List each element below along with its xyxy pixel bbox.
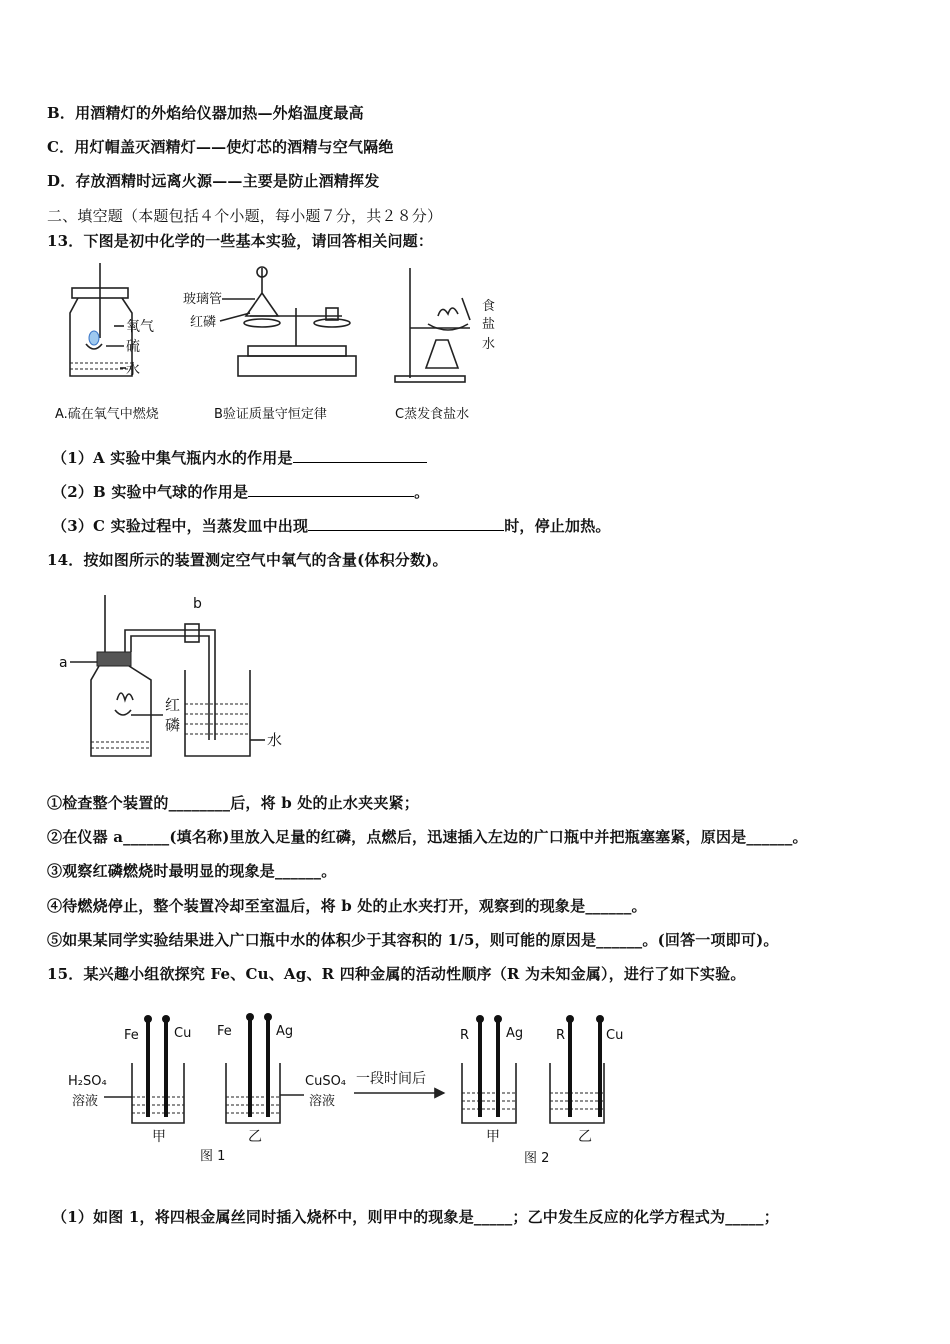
figure-b-caption: B验证质量守恒定律 xyxy=(214,407,327,422)
figure-a-gas-bottle xyxy=(55,263,159,422)
q14-figure xyxy=(55,590,315,765)
fig2-yi: 乙 xyxy=(578,1129,592,1145)
figure-c-label-2: 盐 xyxy=(482,317,496,332)
fig1-caption: 图 1 xyxy=(200,1149,226,1164)
figure-b-label-p: 红磷 xyxy=(190,315,217,330)
fig1-fe1: Fe xyxy=(124,1028,139,1043)
fig2-caption: 图 2 xyxy=(524,1151,550,1166)
q15-sub1: （1）如图 1，将四根金属丝同时插入烧杯中，则甲中的现象是_____；乙中发生反应的化学方程式为_____； xyxy=(52,1208,779,1226)
q13-sub2: （2）B 实验中气球的作用是 。 xyxy=(52,483,430,501)
q14-label-red2: 磷 xyxy=(165,716,181,734)
section-heading: 二、填空题（本题包括４个小题，每小题７分，共２８分） xyxy=(47,207,443,225)
q13-blank-2[interactable] xyxy=(248,482,414,497)
fig1-beaker-yi xyxy=(217,1013,293,1145)
figure-b-balance xyxy=(183,267,356,422)
figure-c-evaporation xyxy=(395,268,495,422)
label-h2so4: H₂SO₄ xyxy=(68,1074,107,1089)
figure-a-label-water: 水 xyxy=(126,362,140,378)
q14-label-a: a xyxy=(59,655,68,671)
q13-sub3: （3）C 实验过程中，当蒸发皿中出现 时，停止加热。 xyxy=(52,517,611,535)
q14-label-red1: 红 xyxy=(165,696,181,714)
q13-blank-3[interactable] xyxy=(308,516,504,531)
option-d: D．存放酒精时远离火源——主要是防止酒精挥发 xyxy=(47,172,380,190)
figure-a-caption: A.硫在氧气中燃烧 xyxy=(55,407,159,422)
fig2-ag3: Ag xyxy=(506,1026,524,1041)
q14-s3: ③观察红磷燃烧时最明显的现象是______。 xyxy=(47,862,337,880)
q14-s4: ④待燃烧停止，整个装置冷却至室温后，将 b 处的止水夹打开，观察到的现象是______。 xyxy=(47,897,647,915)
fig2-r4: R xyxy=(556,1028,566,1043)
option-c: C．用灯帽盖灭酒精灯——使灯芯的酒精与空气隔绝 xyxy=(47,138,394,156)
q15-stem: 15．某兴趣小组欲探究 Fe、Cu、Ag、R 四种金属的活动性顺序（R 为未知金属），进行了如下实验。 xyxy=(47,965,746,983)
fig1-jia: 甲 xyxy=(152,1129,166,1145)
label-rongye2: 溶液 xyxy=(309,1094,336,1109)
fig2-beaker-yi xyxy=(550,1015,623,1145)
figure-c-label-3: 水 xyxy=(482,337,496,352)
q14-label-water: 水 xyxy=(267,731,283,749)
q13-figure xyxy=(50,258,510,428)
q14-s2: ②在仪器 a______(填名称)里放入足量的红磷，点燃后，迅速插入左边的广口瓶中并把瓶塞塞紧，原因是______。 xyxy=(47,828,808,846)
figure-b-label-tube: 玻璃管 xyxy=(183,292,223,307)
q14-stem: 14．按如图所示的装置测定空气中氧气的含量(体积分数)。 xyxy=(47,551,448,569)
q13-sub1: （1）A 实验中集气瓶内水的作用是 xyxy=(52,447,427,468)
fig1-cu1: Cu xyxy=(174,1026,192,1041)
option-b: B．用酒精灯的外焰给仪器加热—外焰温度最高 xyxy=(47,104,364,122)
fig1-beaker-jia xyxy=(124,1015,191,1145)
q14-s5: ⑤如果某同学实验结果进入广口瓶中水的体积少于其容积的 1/5，则可能的原因是______。(回答一项即可)。 xyxy=(47,931,779,949)
q13-blank-1[interactable] xyxy=(293,448,427,463)
fig1-fe2: Fe xyxy=(217,1024,232,1039)
fig1-ag2: Ag xyxy=(276,1024,294,1039)
q14-label-b: b xyxy=(193,596,202,612)
figure-c-label-1: 食 xyxy=(482,299,496,314)
figure-c-caption: C蒸发食盐水 xyxy=(395,407,470,422)
q13-stem: 13．下图是初中化学的一些基本实验，请回答相关问题： xyxy=(47,232,434,250)
fig2-cu4: Cu xyxy=(606,1028,624,1043)
label-cuso4: CuSO₄ xyxy=(305,1074,347,1089)
q15-figure xyxy=(60,1005,660,1175)
q14-s1: ①检查整个装置的________后，将 b 处的止水夹夹紧； xyxy=(47,794,419,812)
fig1-yi: 乙 xyxy=(248,1129,262,1145)
label-rongye1: 溶液 xyxy=(72,1094,99,1109)
figure-a-label-s: 硫 xyxy=(126,339,140,355)
arrow-text: 一段时间后 xyxy=(356,1071,426,1087)
fig2-beaker-jia xyxy=(460,1015,523,1145)
figure-a-label-o2: 氧气 xyxy=(126,319,154,335)
fig2-jia: 甲 xyxy=(486,1129,500,1145)
fig2-r3: R xyxy=(460,1028,470,1043)
